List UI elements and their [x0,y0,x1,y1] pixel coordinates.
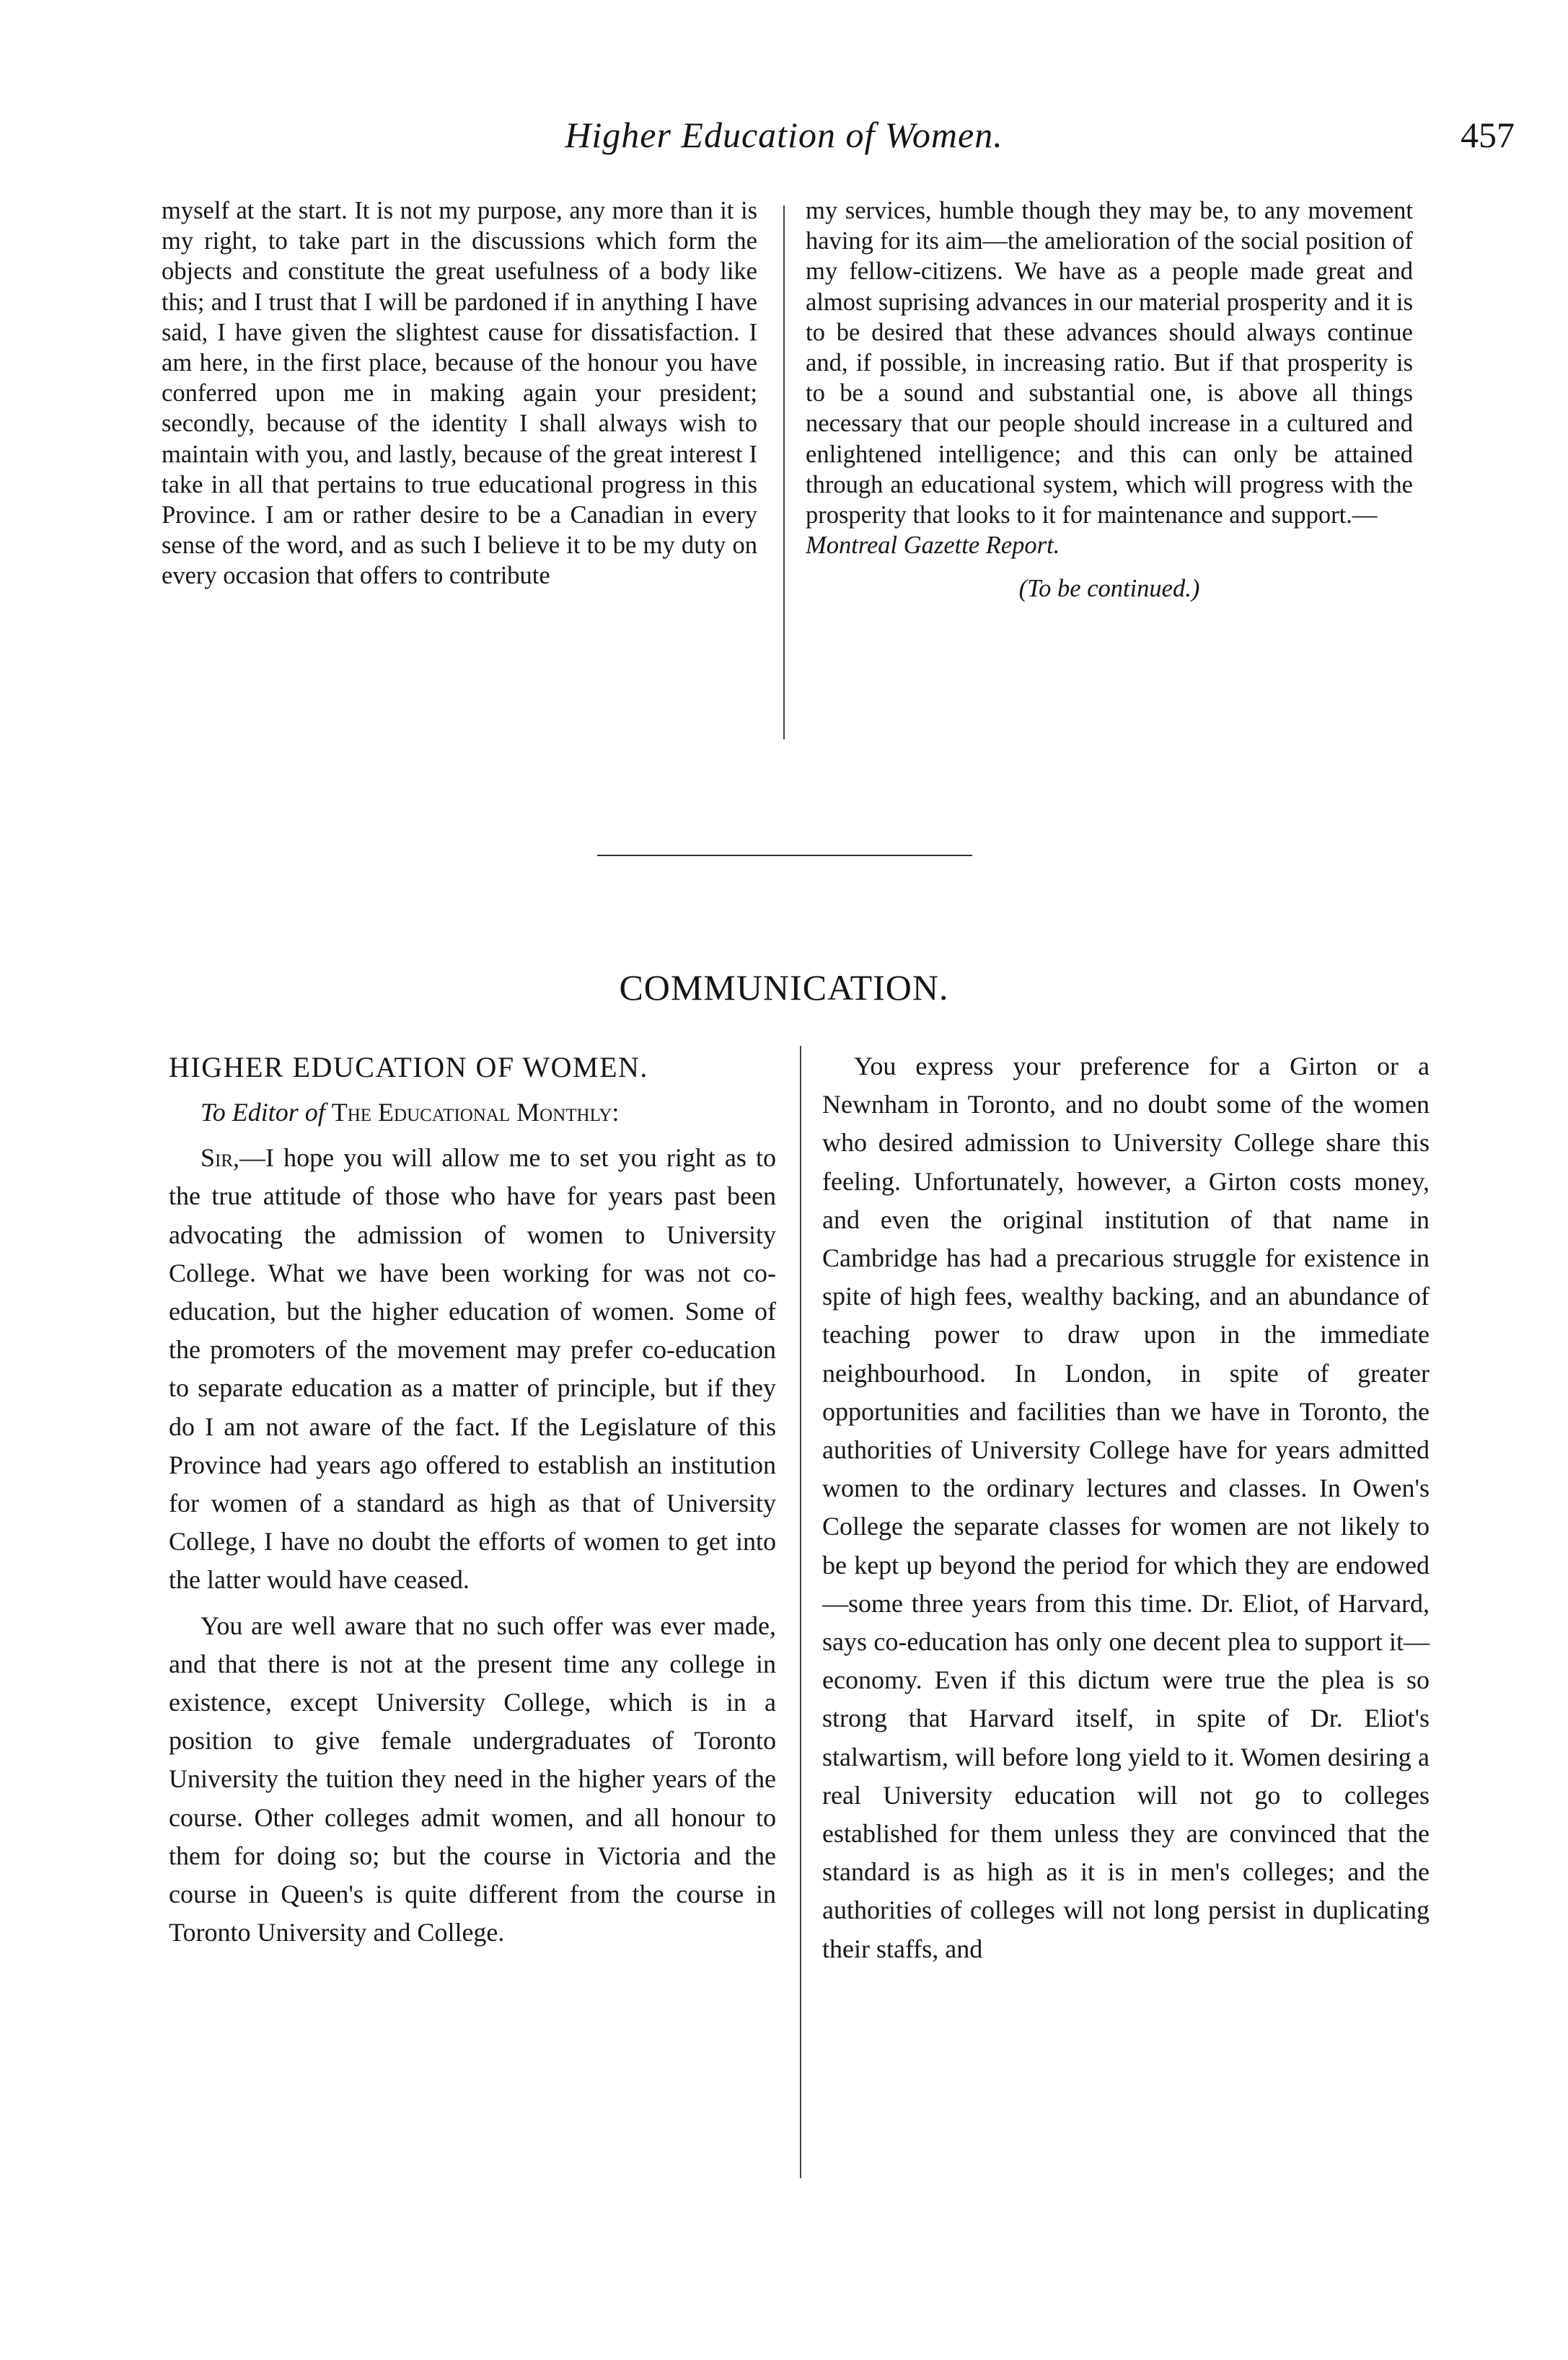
bottom-right-column [822,1047,1430,1968]
top-right-column [806,195,1413,604]
top-left-column [162,195,757,591]
sir-salutation: Sir, [201,1143,240,1173]
letter-paragraph-2: You are well aware that no such offer was ever made, and that there is not at the present time any college in existence, except University College, which is in a position to give female undergraduates of Toronto University the tuition they need in the higher years of the course. Other colleges admit women, and all honour to them for doing so; but the course in Victoria and the course in Queen's is quite different from the course in Toronto University and College. [169,1611,776,1947]
salutation-prefix: To Editor of [201,1098,332,1127]
magazine-name: The Educational Monthly: [331,1098,620,1127]
section-heading: COMMUNICATION. [619,967,949,1008]
top-right-text: my services, humble though they may be, to any movement having for its aim—the amelioration of the social position of my fellow-citizens. We have as a people made great and almost suprising advances in our material prosperity and it is to be desired that these advances should always continue and, if possible, in increasing ratio. But if that prosperity is to be a sound and substantial one, is above all things necessary that our people should increase in a cultured and enlightened intelligence; and this can only be attained through an educational system, which will progress with the prosperity that looks to it for maintenance and support.— [806,197,1413,529]
salutation [169,1093,776,1132]
bottom-left-column [169,1047,776,1952]
source-attribution: Montreal Gazette Report. [806,532,1060,560]
letter-paragraph-1-text: —I hope you will allow me to set you right as to the true attitude of those who have for years past been advocating the admission of women to University College. What we have been working for was not co-education, but the higher education of women. Some of the promoters of the movement may prefer co-education to separate education as a matter of principle, but if they do I am not aware of the fact. If the Legislature of this Province had years ago offered to establish an institution for women of a standard as high as that of University College, I have no doubt the efforts of women to get into the latter would have ceased. [169,1143,776,1595]
page-number: 457 [1461,115,1515,155]
continued-note: (To be continued.) [1018,575,1200,603]
top-column-divider [783,206,785,739]
section-divider [597,855,972,856]
letter-paragraph-1 [169,1139,776,1599]
letter-paragraph-3: You express your preference for a Girton or a Newnham in Toronto, and no doubt some of the women who desired admission to University College share this feeling. Unfortunately, however, a Girton costs money, and even the original institution of that name in Cambridge has had a precarious struggle for existence in spite of high fees, wealthy backing, and an abundance of teaching power to draw upon in the immediate neighbourhood. In London, in spite of greater opportunities and facilities than we have in Toronto, the authorities of University College have for years admitted women to the ordinary lectures and classes. In Owen's College the separate classes for women are not likely to be kept up beyond the period for which they are endowed—some three years from this time. Dr. Eliot, of Harvard, says co-education has only one decent plea to support it—economy. Even if this dictum were true the plea is so strong that Harvard itself, in spite of Dr. Eliot's stalwartism, will before long yield to it. Women desiring a real University education will not go to colleges established for them unless they are convinced that the standard is as high as it is in men's colleges; and the authorities of colleges will not long persist in duplicating their staffs, and [822,1052,1430,1963]
top-left-text: myself at the start. It is not my purpose, any more than it is my right, to take part in the discussions which form the objects and constitute the great usefulness of a body like this; and I trust that I will be pardoned if in anything I have said, I have given the slightest cause for dissatisfaction. I am here, in the first place, because of the honour you have conferred upon me in making again your president; secondly, because of the identity I shall always wish to maintain with you, and lastly, because of the great interest I take in all that pertains to true educational progress in this Province. I am or rather desire to be a Canadian in every sense of the word, and as such I believe it to be my duty on every occasion that offers to contribute [162,197,757,590]
article-title: HIGHER EDUCATION OF WOMEN. [169,1051,648,1083]
page-header [0,114,1568,157]
bottom-column-divider [800,1046,801,2178]
running-title: Higher Education of Women. [565,115,1003,155]
